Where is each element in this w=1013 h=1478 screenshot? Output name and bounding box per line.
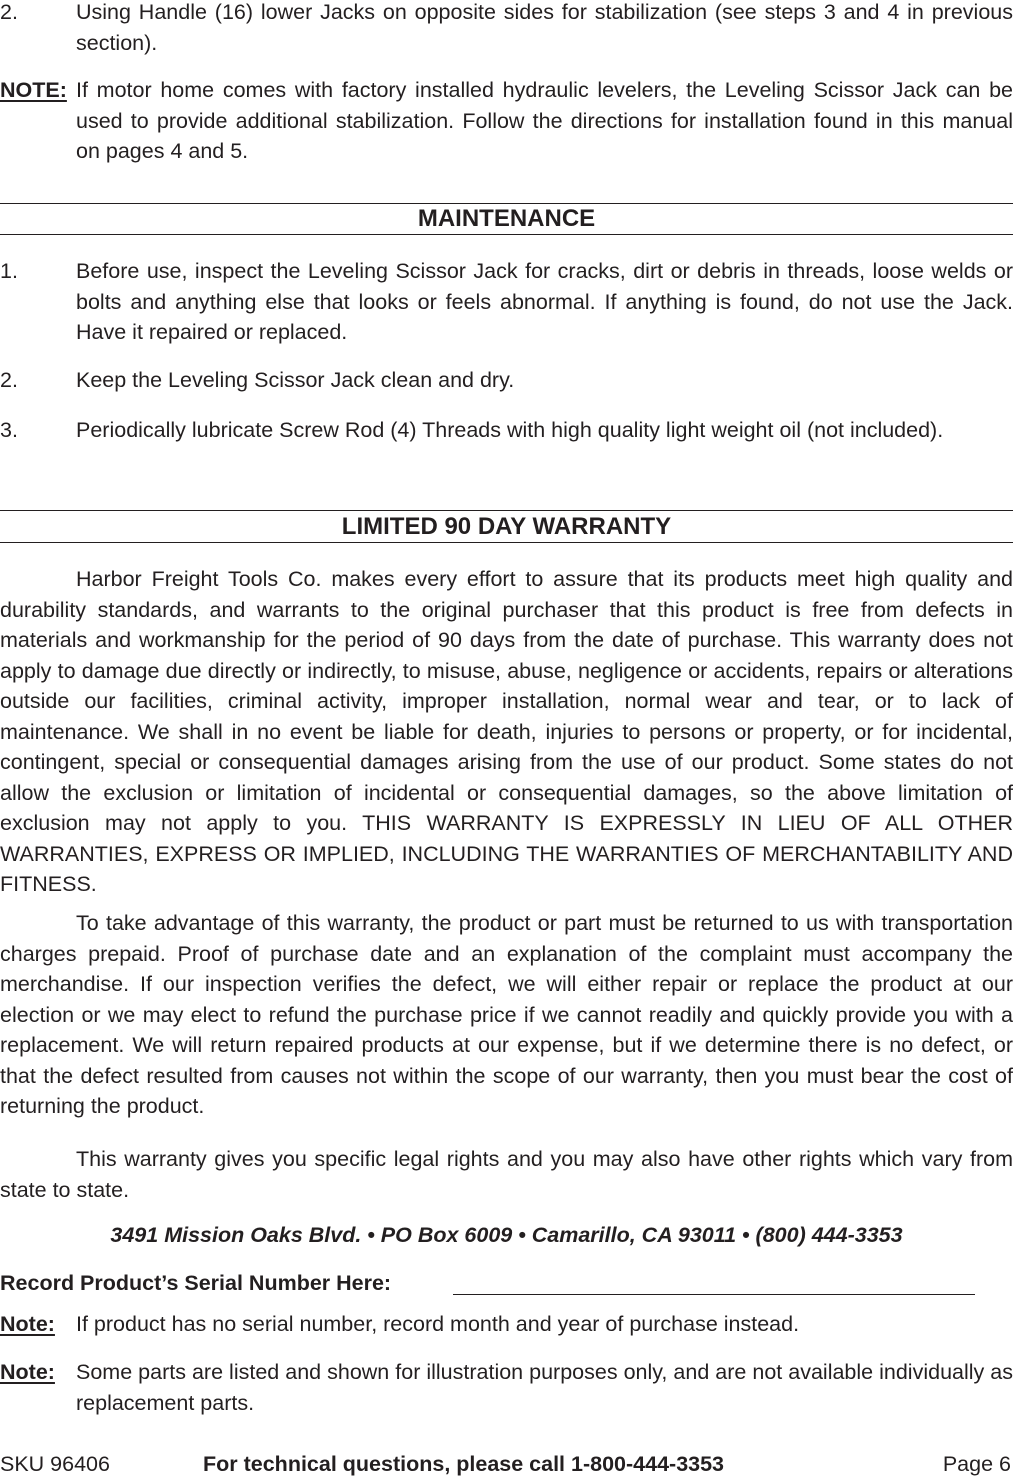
warranty-heading: LIMITED 90 DAY WARRANTY — [341, 513, 672, 540]
warranty-paragraph: This warranty gives you specific legal rights and you may also have other rights which vary from state to state. — [0, 1147, 1013, 1202]
step-text: Using Handle (16) lower Jacks on opposite sides for stabilization (see steps 3 and 4 in previous section). — [76, 0, 1013, 55]
serial-number-line — [453, 1294, 975, 1295]
warranty-bottom-rule — [0, 542, 1013, 543]
item-text: Periodically lubricate Screw Rod (4) Threads with high quality light weight oil (not included). — [76, 418, 944, 442]
footer-page-number: Page 6 — [942, 1452, 1011, 1476]
item-text: Keep the Leveling Scissor Jack clean and dry. — [76, 368, 515, 392]
item-number: 2. — [0, 368, 18, 392]
maintenance-heading: MAINTENANCE — [417, 205, 596, 232]
note-text: If product has no serial number, record month and year of purchase instead. — [76, 1312, 800, 1336]
warranty-paragraph: Harbor Freight Tools Co. makes every effort to assure that its products meet high quality and durability standards, and warrants to the original purchaser that this product is free from defects in materials and workmanship for the period of 90 days from the date of purchase. This warranty does not apply to damage due directly or indirectly, to misuse, abuse, negligence or accidents, repairs or alterations outside our facilities, criminal activity, improper installation, normal wear and tear, or to lack of maintenance. We shall in no event be liable for death, injuries to persons or property, or for incidental, contingent, special or consequential damages arising from the use of our product. Some states do not allow the exclusion or limitation of incidental or consequential damages, so the above limitation of exclusion may not apply to you. THIS WARRANTY IS EXPRESSLY IN LIEU OF ALL OTHER WARRANTIES, EXPRESS OR IMPLIED, INCLUDING THE WARRANTIES OF MERCHANTABILITY AND FITNESS. — [0, 567, 1013, 896]
step-number: 2. — [0, 0, 18, 24]
footer-support-line: For technical questions, please call 1-800-444-3353 — [203, 1452, 725, 1476]
warranty-top-rule — [0, 510, 1013, 511]
item-text: Before use, inspect the Leveling Scissor Jack for cracks, dirt or debris in threads, loose welds or bolts and anything else that looks or feels abnormal. If anything is found, do not use the Jack. Have it repaired or replaced. — [76, 259, 1013, 344]
item-number: 1. — [0, 259, 18, 283]
serial-number-label: Record Product’s Serial Number Here: — [0, 1271, 392, 1295]
footer-sku: SKU 96406 — [0, 1452, 110, 1476]
note-text: If motor home comes with factory installed hydraulic levelers, the Leveling Scissor Jack can be used to provide additional stabilization. Follow the directions for installation found in this manual on pages 4 and 5. — [76, 78, 1013, 163]
warranty-paragraph: To take advantage of this warranty, the product or part must be returned to us with transportation charges prepaid. Proof of purchase date and an explanation of the complaint must accompany the merchandise. If our inspection verifies the defect, we will either repair or replace the product at our election or we may elect to refund the purchase price if we cannot readily and quickly provide you with a replacement. We will return repaired products at our expense, but if we determine there is no defect, or that the defect resulted from causes not within the scope of our warranty, then you must bear the cost of returning the product. — [0, 911, 1013, 1118]
note-label: NOTE: — [0, 78, 67, 102]
maintenance-bottom-rule — [0, 234, 1013, 235]
company-address: 3491 Mission Oaks Blvd. • PO Box 6009 • Camarillo, CA 93011 • (800) 444-3353 — [110, 1223, 903, 1247]
note-text: Some parts are listed and shown for illustration purposes only, and are not available individually as replacement parts. — [76, 1360, 1013, 1415]
note-label: Note: — [0, 1312, 55, 1336]
item-number: 3. — [0, 418, 18, 442]
note-label: Note: — [0, 1360, 55, 1384]
maintenance-top-rule — [0, 203, 1013, 204]
